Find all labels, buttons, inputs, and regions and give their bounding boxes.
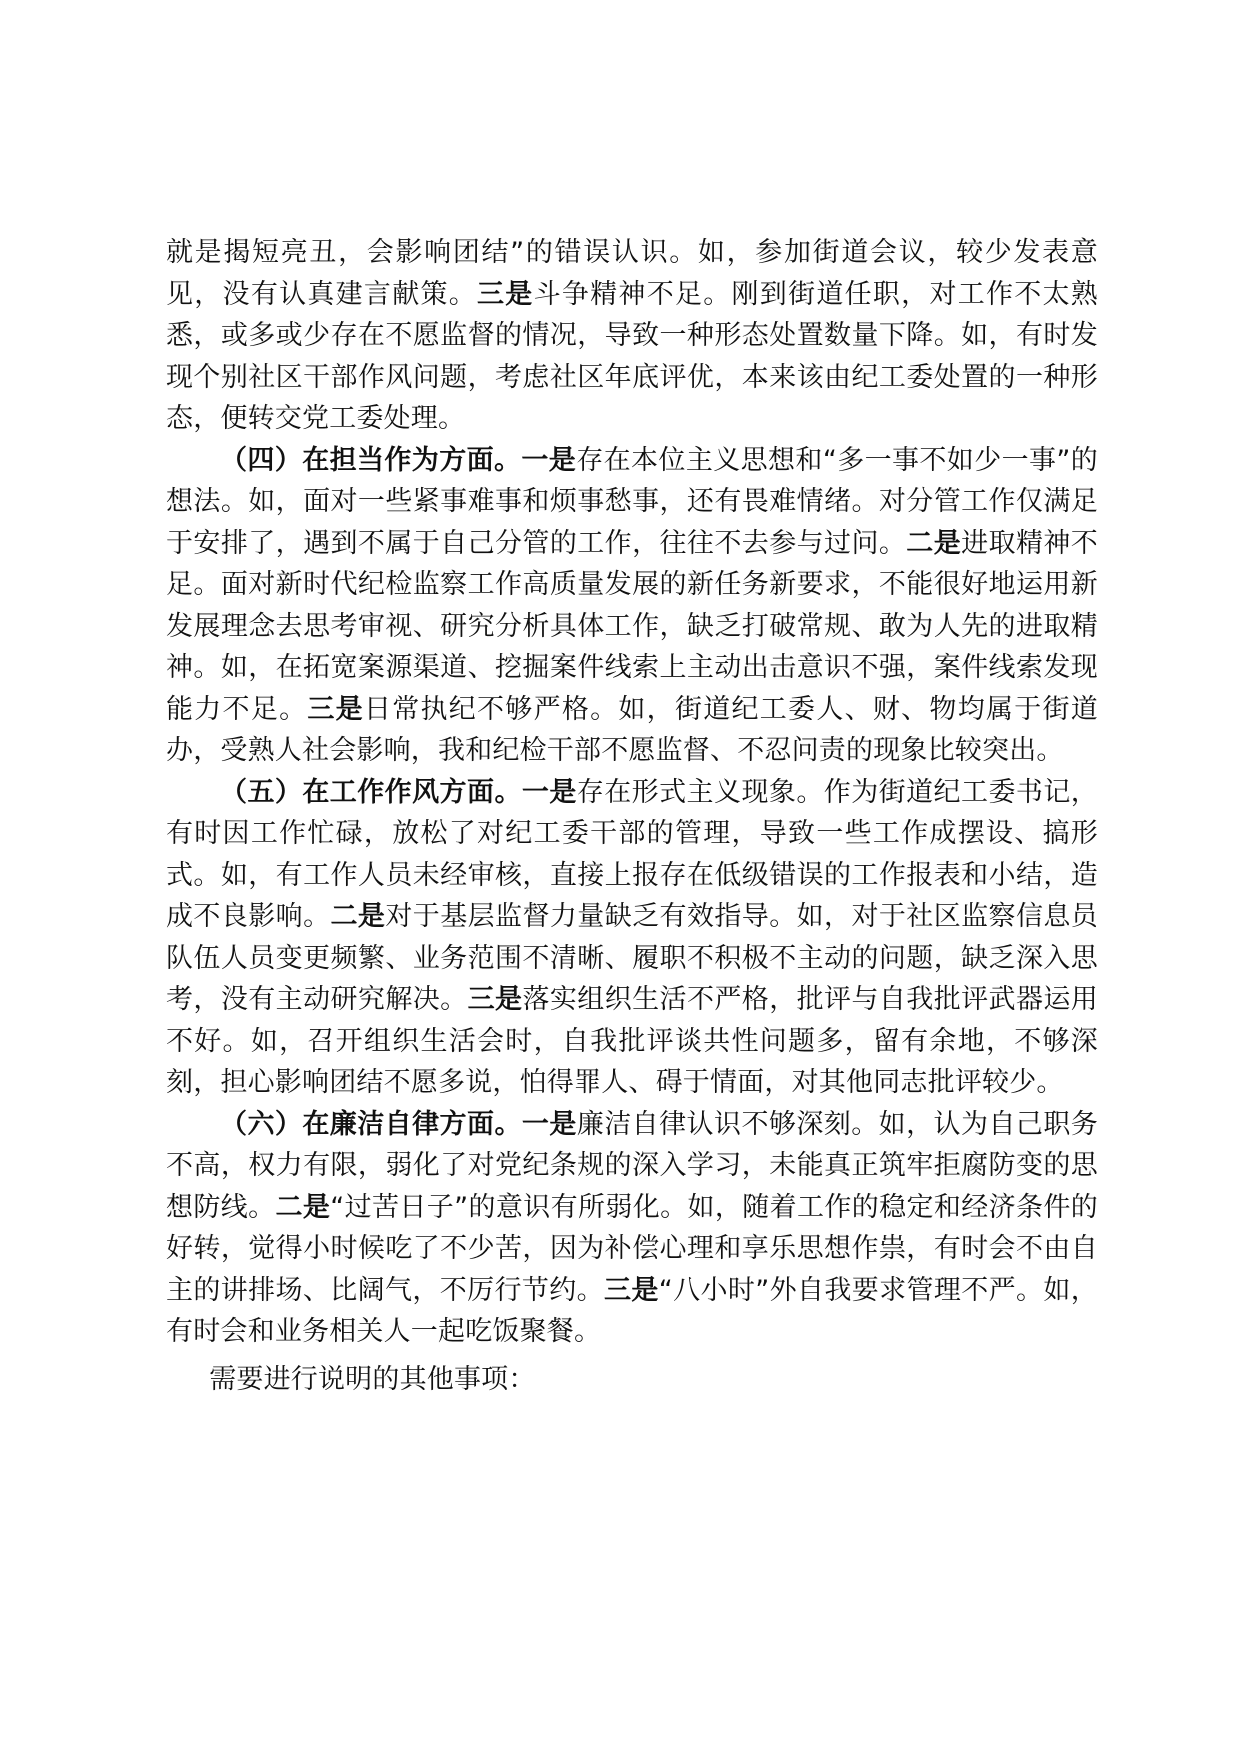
paragraph-text: 斗争精神不足。刚到街道任职，对工作不太熟悉，或多或少存在不愿监督的情况，导致一种形态处置数量下降。如，有时发现个别社区干部作风问题，考虑社区年底评优，本来该由纪工委处置的一种形态，便转交党工委处理。 (166, 278, 1099, 434)
paragraph-text: 廉洁自律认识不够深刻。如，认为自己职务不高，权力有限，弱化了对党纪条规的深入学习，未能真正筑牢拒腐防变的思想防线。 (166, 1108, 1098, 1223)
paragraph-text: 存在本位主义思想和“多一事不如少一事”的想法。如，面对一些紧事难事和烦事愁事，还有畏难情绪。对分管工作仅满足于安排了，遇到不属于自己分管的工作，往往不去参与过问。 (166, 444, 1098, 559)
document-body (166, 232, 1098, 1400)
emphasis-text: 三是 (467, 984, 523, 1015)
paragraph-text: “八小时”外自我要求管理不严。如，有时会和业务相关人一起吃饭聚餐。 (166, 1274, 1099, 1347)
paragraph-text: 对于基层监督力量缺乏有效指导。如，对于社区监察信息员队伍人员变更频繁、业务范围不清晰、履职不积极不主动的问题，缺乏深入思考，没有主动研究解决。 (166, 901, 1099, 1015)
paragraph-text: 需要进行说明的其他事项： (209, 1363, 536, 1395)
emphasis-text: 三是 (477, 278, 534, 310)
emphasis-text: 三是 (604, 1274, 659, 1306)
emphasis-text: 一是 (521, 1108, 577, 1140)
paragraph-text: 日常执纪不够严格。如，街道纪工委人、财、物均属于街道办，受熟人社会影响，我和纪检干部不愿监督、不忍问责的现象比较突出。 (166, 693, 1099, 766)
emphasis-text: 一是 (521, 444, 577, 476)
emphasis-text: 二是 (275, 1191, 331, 1223)
paragraph-text: 存在形式主义现象。作为街道纪工委书记，有时因工作忙碌，放松了对纪工委干部的管理，导致一些工作成摆设、搞形式。如，有工作人员未经审核，直接上报存在低级错误的工作报表和小结，造成不良影响。 (166, 776, 1098, 932)
paragraph-text: 进取精神不足。面对新时代纪检监察工作高质量发展的新任务新要求，不能很好地运用新发展理念去思考审视、研究分析具体工作，缺乏打破常规、敢为人先的进取精神。如，在拓宽案源渠道、挖掘案件线索上主动出击意识不强，案件线索发现能力不足。 (166, 527, 1098, 725)
section-heading: （四）在担当作为方面。 (220, 444, 522, 476)
paragraph-text: 落实组织生活不严格，批评与自我批评武器运用不好。如，召开组织生活会时，自我批评谈共性问题多，留有余地，不够深刻，担心影响团结不愿多说，怕得罪人、碍于情面，对其他同志批评较少。 (166, 984, 1099, 1098)
emphasis-text: 三是 (307, 693, 364, 725)
section-heading: （六）在廉洁自律方面。 (220, 1108, 522, 1140)
paragraph-integrity (166, 1104, 1098, 1353)
paragraph-text: 就是揭短亮丑，会影响团结”的错误认识。如，参加街道会议，较少发表意见，没有认真建言献策。 (166, 237, 1098, 310)
paragraph-continuation (166, 232, 1098, 440)
emphasis-text: 一是 (521, 776, 577, 808)
paragraph-other-matters (166, 1359, 1098, 1401)
paragraph-text: “过苦日子”的意识有所弱化。如，随着工作的稳定和经济条件的好转，觉得小时候吃了不少苦，因为补偿心理和享乐思想作祟，有时会不由自主的讲排场、比阔气，不厉行节约。 (166, 1191, 1098, 1306)
emphasis-text: 二是 (330, 901, 386, 932)
paragraph-work-style (166, 772, 1098, 1104)
emphasis-text: 二是 (906, 527, 962, 559)
paragraph-responsibility (166, 440, 1098, 772)
section-heading: （五）在工作作风方面。 (220, 776, 522, 808)
